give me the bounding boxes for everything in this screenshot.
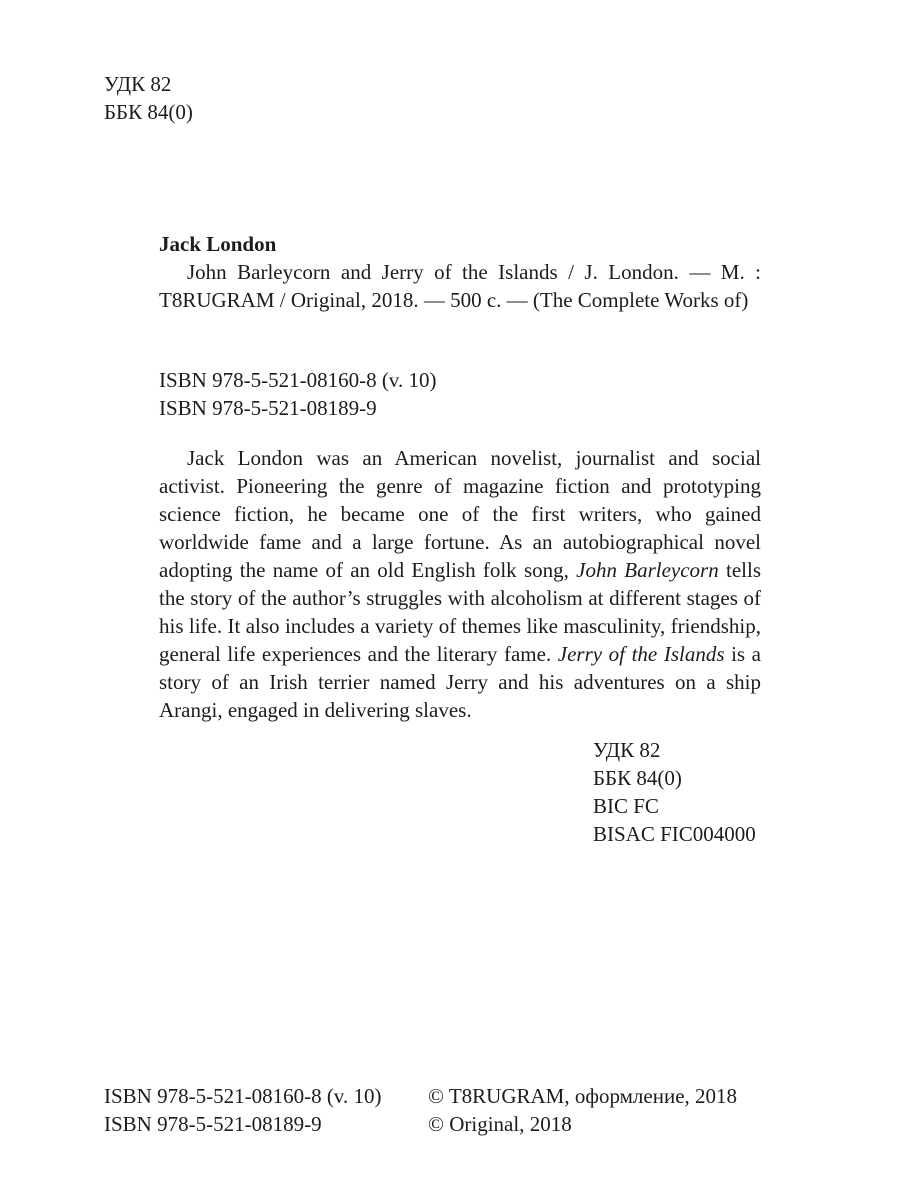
annotation-text-3: is a story of an Irish terrier named Jerry and his adventures on a ship Arangi, engaged in delivering slaves. [159, 642, 761, 722]
annotation-text-2: tells the story of the author’s struggles with alcoholism at different stages of his life. It also includes a variety of themes like masculinity, friendship, general life experiences and the literary fame. [159, 558, 762, 666]
udk-code-right: УДК 82 [593, 738, 661, 762]
bottom-isbn-set: ISBN 978-5-521-08189-9 [104, 1112, 322, 1136]
bisac-code: BISAC FIC004000 [593, 822, 756, 846]
udk-code: УДК 82 [104, 72, 172, 96]
bottom-isbn-list [104, 1082, 381, 1138]
author-heading: Jack London [159, 232, 277, 256]
classification-codes-right [593, 736, 756, 848]
bbk-code-right: ББК 84(0) [593, 766, 682, 790]
copyright-design: © T8RUGRAM, оформление, 2018 [428, 1084, 738, 1108]
isbn-set: ISBN 978-5-521-08189-9 [159, 396, 377, 420]
copyright-notices [428, 1082, 737, 1138]
bibliographic-record [159, 230, 761, 314]
annotation-paragraph [159, 444, 761, 724]
bottom-isbn-volume: ISBN 978-5-521-08160-8 (v. 10) [104, 1084, 382, 1108]
bbk-code: ББК 84(0) [104, 100, 193, 124]
isbn-volume: ISBN 978-5-521-08160-8 (v. 10) [159, 368, 437, 392]
classification-codes-top [104, 70, 193, 126]
bibliographic-description: John Barleycorn and Jerry of the Islands / J. London. — M. : T8RUGRAM / Original, 2018. — 500 с. — (The Complete Works of) [159, 260, 761, 312]
title-jerry-of-the-islands: Jerry of the Islands [557, 642, 725, 666]
copyright-original: © Original, 2018 [428, 1112, 572, 1136]
annotation-text-1: Jack London was an American novelist, journalist and social activist. Pioneering the genre of magazine fiction and prototyping science fiction, he became one of the first writers, who gained worldwide fame and a large fortune. As an autobiographical novel adopting the name of an old English folk song, [159, 446, 761, 582]
isbn-list [159, 366, 436, 422]
title-john-barleycorn: John Barleycorn [576, 558, 719, 582]
bic-code: BIC FC [593, 794, 659, 818]
